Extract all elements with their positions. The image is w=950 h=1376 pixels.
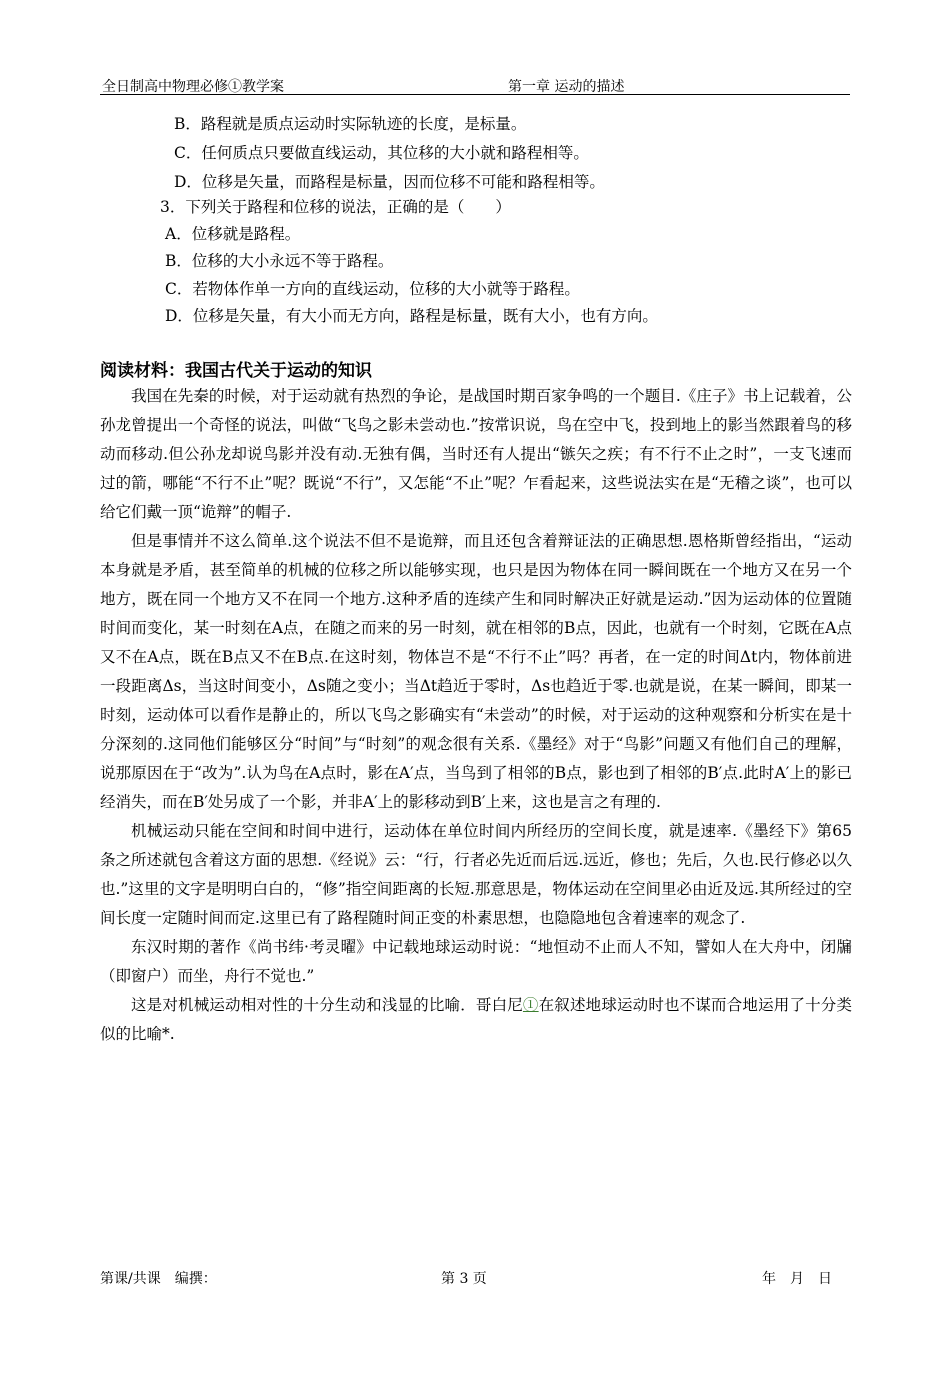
q3-option-b: B．位移的大小永远不等于路程。 (165, 252, 394, 270)
q2-option-c: C．任何质点只要做直线运动，其位移的大小就和路程相等。 (174, 144, 589, 162)
header-chapter-title: 第一章 运动的描述 (508, 79, 625, 95)
q3-stem: 3．下列关于路程和位移的说法，正确的是（ ） (160, 198, 511, 216)
last-paragraph-text-end: 在叙述地球运动时也不谋而合地运用了十分类似的比喻*. (100, 996, 852, 1043)
footnote-link[interactable]: ① (522, 996, 539, 1014)
header-course-title: 全日制高中物理必修①教学案 (102, 79, 284, 95)
reading-body (100, 382, 852, 1049)
reading-paragraph: 机械运动只能在空间和时间中进行，运动体在单位时间内所经历的空间长度，就是速率.《墨经下》第65条之所述就包含着这方面的思想.《经说》云：“行，行者必先近而后远.远近，修也；先后，久也.民行修必以久也.”这里的文字是明明白白的，“修”指空间距离的长短.那意思是，物体运动在空间里必由近及远.其所经过的空间长度一定随时间而定.这里已有了路程随时间正变的朴素思想，也隐隐地包含着速率的观念了. (100, 822, 852, 927)
q3-option-c: C．若物体作单一方向的直线运动，位移的大小就等于路程。 (165, 280, 580, 298)
page-header (100, 74, 850, 95)
reading-title: 阅读材料：我国古代关于运动的知识 (100, 361, 372, 381)
footer-page-number: 第 3 页 (441, 1271, 487, 1287)
q2-option-d: D．位移是矢量，而路程是标量，因而位移不可能和路程相等。 (174, 173, 605, 191)
q3-option-d: D．位移是矢量，有大小而无方向，路程是标量，既有大小，也有方向。 (165, 307, 658, 325)
reading-paragraph-last (100, 991, 852, 1049)
q3-option-a: A．位移就是路程。 (165, 225, 301, 243)
last-paragraph-text-start: 这是对机械运动相对性的十分生动和浅显的比喻．哥白尼 (131, 996, 523, 1014)
footer-lesson-info: 第课/共课 编撰： (100, 1271, 217, 1287)
reading-paragraph: 东汉时期的著作《尚书纬·考灵曜》中记载地球运动时说：“地恒动不止而人不知，譬如人在大舟中，闭牖（即窗户）而坐，舟行不觉也.” (100, 938, 852, 985)
reading-paragraph: 我国在先秦的时候，对于运动就有热烈的争论，是战国时期百家争鸣的一个题目.《庄子》书上记载着，公孙龙曾提出一个奇怪的说法，叫做“飞鸟之影未尝动也.”按常识说，鸟在空中飞，投到地上的影当然跟着鸟的移动而移动.但公孙龙却说鸟影并没有动.无独有偶，当时还有人提出“镞矢之疾；有不行不止之时”，一支飞速而过的箭，哪能“不行不止”呢？既说“不行”，又怎能“不止”呢？乍看起来，这些说法实在是“无稽之谈”，也可以给它们戴一顶“诡辩”的帽子. (100, 387, 852, 521)
q2-option-b: B．路程就是质点运动时实际轨迹的长度，是标量。 (174, 115, 527, 133)
reading-paragraph: 但是事情并不这么简单.这个说法不但不是诡辩，而且还包含着辩证法的正确思想.恩格斯曾经指出，“运动本身就是矛盾，甚至简单的机械的位移之所以能够实现，也只是因为物体在同一瞬间既在一个地方又在另一个地方，既在同一个地方又不在同一个地方.这种矛盾的连续产生和同时解决正好就是运动.”因为运动体的位置随时间而变化，某一时刻在A点，在随之而来的另一时刻，就在相邻的B点，因此，也就有一个时刻，它既在A点又不在A点，既在B点又不在B点.在这时刻，物体岂不是“不行不止”吗？再者，在一定的时间Δt内，物体前进一段距离Δs，当这时间变小，Δs随之变小；当Δt趋近于零时，Δs也趋近于零.也就是说，在某一瞬间，即某一时刻，运动体可以看作是静止的，所以飞鸟之影确实有“未尝动”的时候，对于运动的这种观察和分析实在是十分深刻的.这同他们能够区分“时间”与“时刻”的观念很有关系.《墨经》对于“鸟影”问题又有他们自己的理解，说那原因在于“改为”.认为鸟在A点时，影在A′点，当鸟到了相邻的B点，影也到了相邻的B′点.此时A′上的影已经消失，而在B′处另成了一个影，并非A′上的影移动到B′上来，这也是言之有理的. (100, 532, 852, 811)
footer-date: 年 月 日 (762, 1271, 832, 1287)
